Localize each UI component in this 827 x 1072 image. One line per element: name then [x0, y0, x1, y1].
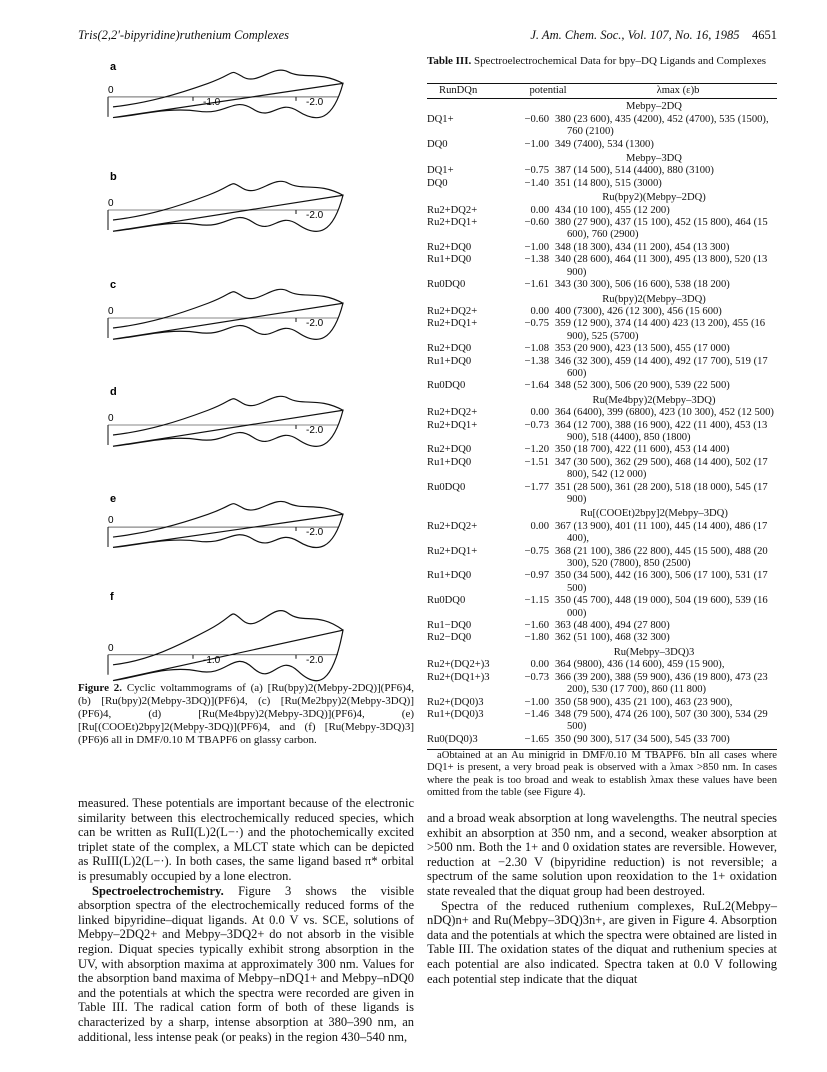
potential-cell: −1.80 — [524, 632, 549, 644]
potential-cell: −0.75 — [524, 545, 549, 557]
potential-cell: −1.51 — [524, 456, 549, 468]
species-cell: Ru2+DQ0 — [427, 343, 472, 355]
lambda-cell: 367 (13 900), 401 (11 100), 445 (14 400), 486 (17 400), — [555, 520, 768, 545]
lambda-cell: 351 (28 500), 361 (28 200), 518 (18 000), 545 (17 900) — [555, 481, 768, 505]
potential-cell: −1.65 — [524, 733, 549, 745]
table-row — [427, 482, 777, 507]
potential-tick-label: -1.0 — [203, 96, 221, 108]
left-paragraph-1: measured. These potentials are important because of the electronic similarity between this electrochemically reduced species, which can be written as RuII(L)2(L−·) and the photochemically excited triplet state of the complex, a MLCT state which can be depicted as RuIII(L)2(L−·). In both cases, the same ligand based π* orbital is presumably occupied by a lone electron. — [78, 796, 414, 883]
panel-label: d — [110, 386, 117, 398]
running-header-journal — [530, 28, 777, 43]
cyclic-voltammogram-figure — [78, 48, 408, 720]
lambda-cell: 400 (7300), 426 (12 300), 456 (15 600) — [555, 305, 722, 317]
species-cell: Ru2+(DQ2+)3 — [427, 659, 490, 671]
zero-label: 0 — [108, 642, 114, 654]
lambda-cell: 380 (23 600), 435 (4200), 452 (4700), 535 (1500), 760 (2100) — [555, 113, 769, 138]
lambda-cell: 434 (10 100), 455 (12 200) — [555, 204, 670, 216]
potential-tick-label: -2.0 — [306, 318, 324, 329]
lambda-cell: 366 (39 200), 388 (59 900), 436 (19 800), 473 (23 200), 530 (17 700), 860 (11 800) — [555, 671, 768, 696]
col-header-potential: potential — [529, 85, 567, 96]
table-row — [427, 734, 777, 746]
potential-tick-label: -2.0 — [306, 654, 324, 666]
potential-cell: 0.00 — [530, 305, 549, 317]
zero-label: 0 — [108, 198, 114, 209]
table-row — [427, 709, 777, 734]
lambda-cell: 350 (58 900), 435 (21 100), 463 (23 900), — [555, 696, 733, 708]
table-row — [427, 318, 777, 343]
lambda-cell: 368 (21 100), 386 (22 800), 445 (15 500), 488 (20 300), 520 (7800), 850 (2500) — [555, 545, 768, 570]
species-cell: Ru2+DQ0 — [427, 444, 472, 456]
table-row — [427, 178, 777, 190]
potential-cell: −1.61 — [524, 279, 549, 291]
lambda-cell: 359 (12 900), 374 (14 400) 423 (13 200), 455 (16 900), 525 (5700) — [555, 318, 766, 342]
potential-cell: −1.00 — [524, 241, 549, 253]
lambda-cell: 348 (79 500), 474 (26 100), 507 (30 300), 534 (29 500) — [555, 708, 768, 733]
potential-cell: −1.64 — [524, 380, 549, 392]
table-row — [427, 279, 777, 291]
table-section-heading: Ru(Mebpy–3DQ)3 — [613, 646, 695, 658]
lambda-cell: 343 (30 300), 506 (16 600), 538 (18 200) — [555, 279, 730, 291]
lambda-cell: 348 (52 300), 506 (20 900), 539 (22 500) — [555, 380, 730, 392]
table-row — [427, 165, 777, 177]
potential-cell: −0.73 — [524, 419, 549, 431]
col-header-species: RunDQn — [439, 85, 478, 96]
species-cell: Ru1+(DQ0)3 — [427, 708, 484, 720]
caption-text: Cyclic voltammograms of (a) [Ru(bpy)2(Mebpy-2DQ)](PF6)4, (b) [Ru(bpy)2(Mebpy-3DQ)](PF6)4, (c) [Ru(Me2bpy)2(Mebpy-3DQ)](PF6)4, (d) [Ru(Me4bpy)2(Mebpy-3DQ)](PF6)4, (e) [Ru[(COOEt)2bpy]2(Mebpy-3DQ)](PF6)4, and (f) [Ru(Mebpy-3DQ)3](PF6)6 all in DMF/0.10 M TBAPF6 on glassy carbon. — [78, 682, 414, 746]
species-cell: Ru2+DQ2+ — [427, 305, 478, 317]
potential-cell: −1.15 — [524, 595, 549, 607]
zero-label: 0 — [108, 306, 114, 317]
potential-tick-label: -2.0 — [306, 96, 324, 108]
species-cell: Ru2+DQ1+ — [427, 217, 478, 229]
table-section-heading: Ru(bpy2)(Mebpy–2DQ) — [602, 192, 706, 204]
species-cell: Ru0(DQ0)3 — [427, 733, 478, 745]
table-row — [427, 114, 777, 139]
table-row — [427, 620, 777, 632]
potential-tick-label: -2.0 — [306, 425, 324, 436]
section-heading: Spectroelectrochemistry. — [92, 883, 224, 898]
lambda-cell: 350 (34 500), 442 (16 300), 506 (17 100), 531 (17 500) — [555, 570, 768, 594]
potential-cell: −0.73 — [524, 671, 549, 683]
table-row — [427, 697, 777, 709]
table-title — [427, 55, 777, 68]
lambda-cell: 348 (18 300), 434 (11 200), 454 (13 300) — [555, 241, 730, 253]
species-cell: Ru2−DQ0 — [427, 632, 472, 644]
table-section-heading: Mebpy–2DQ — [626, 101, 682, 113]
species-cell: Ru1−DQ0 — [427, 620, 472, 632]
potential-cell: −1.20 — [524, 444, 549, 456]
species-cell: DQ0 — [427, 177, 448, 189]
species-cell: Ru2+DQ2+ — [427, 520, 478, 532]
species-cell: Ru1+DQ0 — [427, 355, 472, 367]
table-row — [427, 570, 777, 595]
species-cell: Ru2+DQ2+ — [427, 407, 478, 419]
table-row — [427, 407, 777, 419]
lambda-cell: 362 (51 100), 468 (32 300) — [555, 632, 670, 644]
species-cell: Ru2+DQ1+ — [427, 419, 478, 431]
table-row — [427, 205, 777, 217]
lambda-cell: 350 (90 300), 517 (34 500), 545 (33 700) — [555, 733, 730, 745]
panel-label: e — [110, 493, 117, 505]
table-row — [427, 444, 777, 456]
panel-label: f — [110, 591, 114, 603]
lambda-cell: 387 (14 500), 514 (4400), 880 (3100) — [555, 165, 714, 177]
lambda-cell: 349 (7400), 534 (1300) — [555, 138, 654, 150]
lambda-cell: 340 (28 600), 464 (11 300), 495 (13 800), 520 (13 900) — [555, 254, 768, 278]
table-row — [427, 546, 777, 571]
zero-label: 0 — [108, 84, 114, 96]
panel-label: c — [110, 279, 117, 291]
lambda-cell: 363 (48 400), 494 (27 800) — [555, 620, 670, 632]
lambda-cell: 364 (6400), 399 (6800), 423 (10 300), 452 (12 500) — [555, 407, 774, 419]
table-section-heading: Ru(bpy)2(Mebpy–3DQ) — [602, 293, 706, 305]
table-row — [427, 420, 777, 445]
lambda-cell: 350 (45 700), 448 (19 000), 504 (19 600), 539 (16 000) — [555, 595, 768, 619]
species-cell: Ru0DQ0 — [427, 279, 466, 291]
species-cell: Ru1+DQ0 — [427, 570, 472, 582]
spectro-table — [427, 83, 777, 750]
species-cell: Ru0DQ0 — [427, 380, 466, 392]
table-title-head: Table III. — [427, 55, 472, 67]
lambda-cell: 353 (20 900), 423 (13 500), 455 (17 000) — [555, 343, 730, 355]
left-column-body — [78, 796, 414, 1044]
table-row — [427, 595, 777, 620]
lambda-cell: 351 (14 800), 515 (3000) — [555, 177, 662, 189]
species-cell: DQ1+ — [427, 113, 454, 125]
lambda-cell: 364 (9800), 436 (14 600), 459 (15 900), — [555, 659, 725, 671]
table-row — [427, 217, 777, 242]
col-header-lambda: λmax (ε)b — [656, 85, 700, 96]
species-cell: DQ0 — [427, 138, 448, 150]
lambda-cell: 346 (32 300), 459 (14 400), 492 (17 700), 519 (17 600) — [555, 355, 768, 379]
species-cell: Ru2+DQ0 — [427, 241, 472, 253]
zero-label: 0 — [108, 413, 114, 424]
potential-cell: 0.00 — [530, 204, 549, 216]
potential-cell: −0.60 — [524, 113, 549, 125]
species-cell: Ru1+DQ0 — [427, 254, 472, 266]
potential-cell: −1.38 — [524, 254, 549, 266]
zero-label: 0 — [108, 515, 114, 527]
potential-cell: −1.40 — [524, 177, 549, 189]
potential-cell: 0.00 — [530, 407, 549, 419]
lambda-cell: 364 (12 700), 388 (16 900), 422 (11 400), 453 (13 900), 518 (4400), 850 (1800) — [555, 419, 768, 443]
table-row — [427, 659, 777, 671]
species-cell: Ru2+(DQ0)3 — [427, 696, 484, 708]
potential-tick-label: -2.0 — [306, 210, 324, 221]
table-row — [427, 356, 777, 381]
species-cell: Ru1+DQ0 — [427, 456, 472, 468]
species-cell: Ru0DQ0 — [427, 481, 466, 493]
potential-cell: 0.00 — [530, 659, 549, 671]
table-row — [427, 254, 777, 279]
potential-cell: −1.77 — [524, 481, 549, 493]
table-section-heading: Ru(Me4bpy)2(Mebpy–3DQ) — [592, 394, 716, 406]
potential-cell: −1.08 — [524, 343, 549, 355]
potential-cell: −0.75 — [524, 165, 549, 177]
potential-cell: −0.60 — [524, 217, 549, 229]
species-cell: Ru2+DQ1+ — [427, 318, 478, 330]
table-row — [427, 672, 777, 697]
journal-citation: J. Am. Chem. Soc., Vol. 107, No. 16, 1985 — [530, 28, 740, 42]
figure-caption — [78, 682, 414, 747]
potential-cell: −0.75 — [524, 318, 549, 330]
potential-cell: −1.46 — [524, 708, 549, 720]
lambda-cell: 380 (27 900), 437 (15 100), 452 (15 800), 464 (15 600), 760 (2900) — [555, 217, 768, 241]
left-paragraph-2 — [78, 884, 414, 1045]
potential-cell: −1.00 — [524, 138, 549, 150]
table-title-text: Spectroelectrochemical Data for bpy–DQ Ligands and Complexes — [473, 55, 766, 67]
table-row — [427, 521, 777, 546]
potential-tick-label: -2.0 — [306, 527, 324, 539]
table-row — [427, 380, 777, 392]
lambda-cell: 350 (18 700), 422 (11 600), 453 (14 400) — [555, 444, 730, 456]
right-paragraph-2: Spectra of the reduced ruthenium complexes, RuL2(Mebpy–nDQ)n+ and Ru(Mebpy–3DQ)3n+, are given in Figure 4. Absorption data and the potentials at which the spectra were obtained are listed in Table III. The oxidation states of the diquat and ruthenium species at each potential are also indicated. Spectra taken at 0.0 V following each potential step indicate that the diquat — [427, 898, 777, 986]
potential-cell: −1.60 — [524, 620, 549, 632]
species-cell: Ru0DQ0 — [427, 595, 466, 607]
panel-label: b — [110, 171, 117, 183]
panel-label: a — [110, 61, 117, 73]
table-header-row — [427, 84, 777, 99]
potential-cell: −1.38 — [524, 355, 549, 367]
table-section-heading: Ru[(COOEt)2bpy]2(Mebpy–3DQ) — [580, 508, 728, 520]
table-body — [427, 101, 777, 746]
potential-cell: −1.00 — [524, 696, 549, 708]
right-paragraph-1: and a broad weak absorption at long wavelengths. The neutral species exhibit an absorption at 350 nm, and a second, weaker absorption at >500 nm. Both the 1+ and 0 oxidation states are reversible. However, reduction at −2.30 V (bipyridine reduction) is not reversible; a spectrum of the same solution upon reoxidation to the 1+ oxidation state revealed that the diquat group had been destroyed. — [427, 811, 777, 898]
species-cell: DQ1+ — [427, 165, 454, 177]
species-cell: Ru2+(DQ1+)3 — [427, 671, 490, 683]
right-column-body — [427, 811, 777, 986]
potential-cell: −0.97 — [524, 570, 549, 582]
table-row — [427, 343, 777, 355]
table-row — [427, 139, 777, 151]
table-section-heading: Mebpy–3DQ — [626, 153, 682, 165]
table-footnote — [427, 750, 777, 800]
table-row — [427, 632, 777, 644]
footnote-text: aObtained at an Au minigrid in DMF/0.10 M TBAPF6. bIn all cases where DQ1+ is present, a very broad peak is observed with a λmax >850 nm. In cases where the peak is too broad and weak to establish λmax these values have been omitted from the table (see Figure 4). — [427, 750, 777, 799]
potential-tick-label: -1.0 — [203, 654, 221, 666]
lambda-cell: 347 (30 500), 362 (29 500), 468 (14 400), 502 (17 800), 542 (12 000) — [555, 456, 768, 481]
left-paragraph-2-text: Figure 3 shows the visible absorption spectra of the electrochemically reduced forms of the linked bipyridine–diquat ligands. At 0.0 V vs. SCE, solutions of Mebpy–2DQ2+ and Mebpy–3DQ2+ do not absorb in the visible region. Diquat species typically exhibit strong absorption in the UV, with absorption maxima at approximately 300 nm. Values for the absorption band maxima of Mebpy–nDQ1+ and Mebpy–nDQ0 and the potentials at which the spectra were recorded are given in Table III. The radical cation form of both of these ligands is characterized by a sharp, intense absorption at 380–390 nm, an additional, less intense peak (or peaks) in the region 430–540 nm, — [78, 883, 414, 1044]
table-row — [427, 306, 777, 318]
page-number: 4651 — [752, 28, 777, 42]
caption-lead: Figure 2. — [78, 682, 123, 694]
table-row — [427, 457, 777, 482]
species-cell: Ru2+DQ2+ — [427, 204, 478, 216]
running-header-title: Tris(2,2'-bipyridine)ruthenium Complexes — [78, 28, 289, 42]
potential-cell: 0.00 — [530, 520, 549, 532]
species-cell: Ru2+DQ1+ — [427, 545, 478, 557]
table-row — [427, 242, 777, 254]
